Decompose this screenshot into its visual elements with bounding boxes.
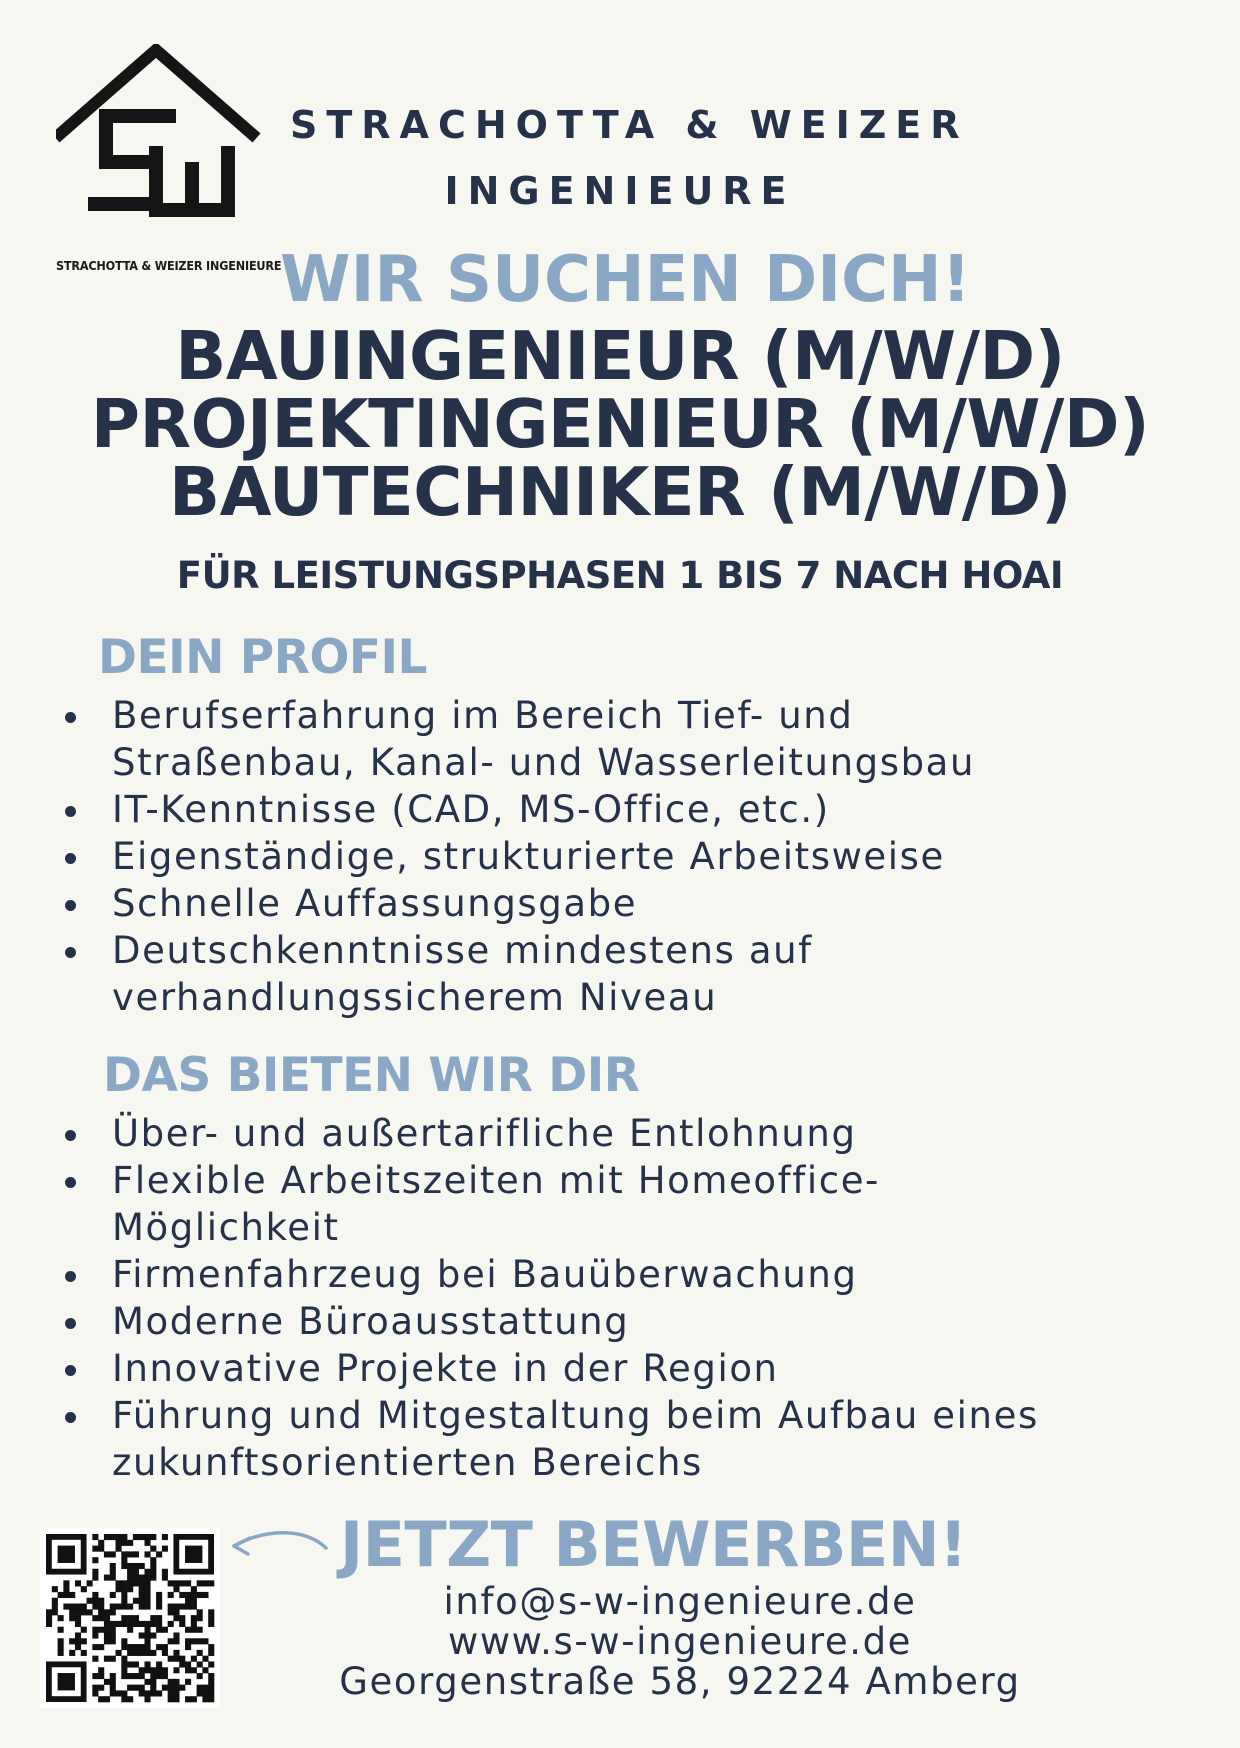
job-titles	[0, 317, 1240, 531]
headline: WIR SUCHEN DICH!	[280, 243, 971, 317]
profile-list	[62, 692, 975, 1021]
section-title-offer: DAS BIETEN WIR DIR	[103, 1048, 640, 1103]
list-item: Schnelle Auffassungsgabe	[62, 880, 975, 927]
job-subline: FÜR LEISTUNGSPHASEN 1 BIS 7 NACH HOAI	[176, 554, 1064, 597]
list-item: Flexible Arbeitszeiten mit Homeoffice- Möglichkeit	[62, 1157, 1039, 1251]
qr-code-graphic	[40, 1528, 220, 1708]
section-title-profile: DEIN PROFIL	[98, 630, 427, 685]
list-item: Berufserfahrung im Bereich Tief- und Straßenbau, Kanal- und Wasserleitungsbau	[62, 692, 975, 786]
company-logo	[56, 44, 282, 284]
curved-arrow-left-icon	[226, 1526, 332, 1570]
job-title-bauingenieur: BAUINGENIEUR (M/W/D)	[175, 317, 1065, 395]
list-item: Über- und außertarifliche Entlohnung	[62, 1110, 1039, 1157]
company-name-line1: STRACHOTTA & WEIZER	[290, 103, 969, 147]
list-item: Führung und Mitgestaltung beim Aufbau eines zukunftsorientierten Bereichs	[62, 1392, 1039, 1486]
contact-website[interactable]: www.s-w-ingenieure.de	[447, 1620, 913, 1663]
company-name-line2: INGENIEURE	[444, 169, 796, 213]
list-item: Moderne Büroausstattung	[62, 1298, 1039, 1345]
company-name	[290, 92, 969, 224]
list-item: Eigenständige, strukturierte Arbeitsweise	[62, 833, 975, 880]
contact-email[interactable]: info@s-w-ingenieure.de	[443, 1580, 917, 1623]
contact-address: Georgenstraße 58, 92224 Amberg	[339, 1660, 1021, 1703]
contact-block	[200, 1582, 1160, 1702]
job-title-bautechniker: BAUTECHNIKER (M/W/D)	[169, 453, 1071, 531]
logo-caption: STRACHOTTA & WEIZER INGENIEURE	[56, 258, 282, 273]
apply-title: JETZT BEWERBEN!	[340, 1508, 967, 1581]
list-item: Innovative Projekte in der Region	[62, 1345, 1039, 1392]
list-item: Firmenfahrzeug bei Bauüberwachung	[62, 1251, 1039, 1298]
list-item: Deutschkenntnisse mindestens auf verhandlungssicherem Niveau	[62, 927, 975, 1021]
offer-list	[62, 1110, 1039, 1486]
house-monogram-icon	[56, 44, 271, 254]
qr-code-icon[interactable]	[40, 1528, 220, 1708]
job-title-projektingenieur: PROJEKTINGENIEUR (M/W/D)	[90, 385, 1150, 463]
list-item: IT-Kenntnisse (CAD, MS-Office, etc.)	[62, 786, 975, 833]
